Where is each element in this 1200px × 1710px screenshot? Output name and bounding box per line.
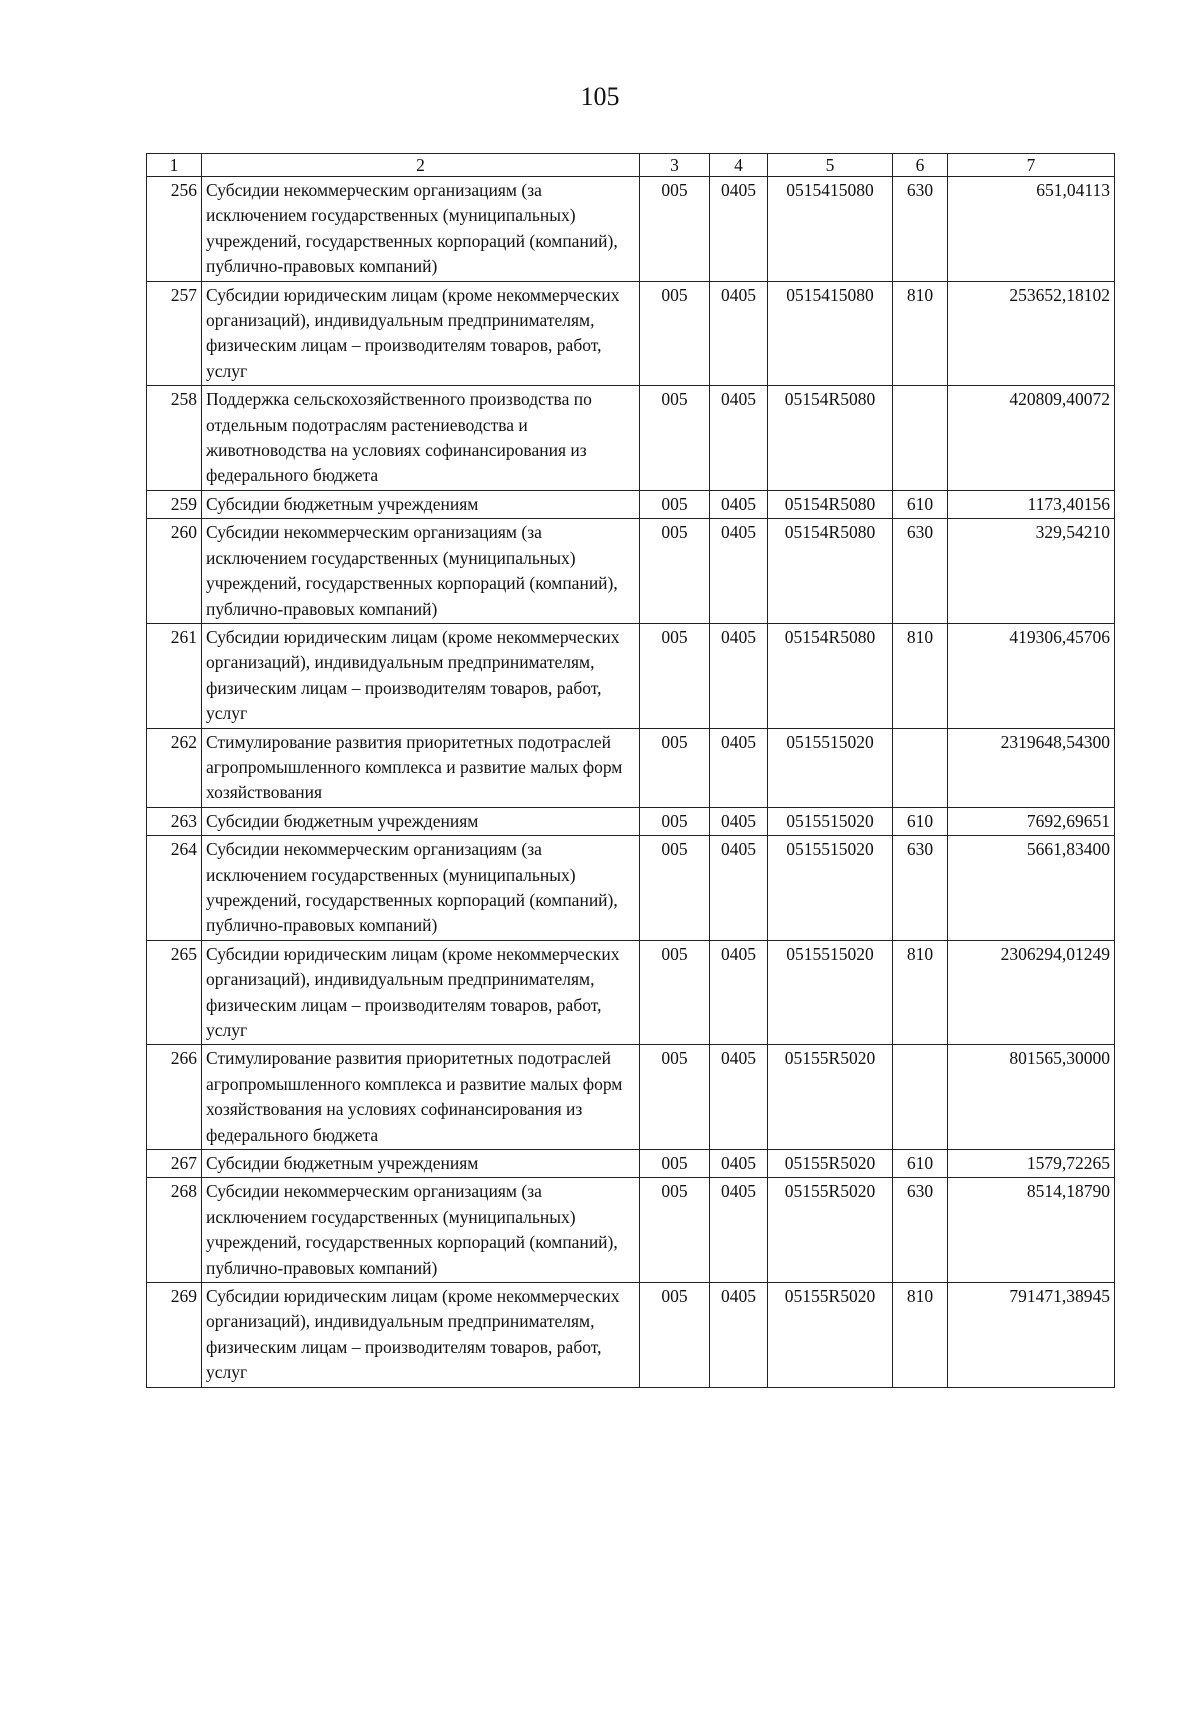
row-name: Субсидии юридическим лицам (кроме некоммерческих организаций), индивидуальным предпринимателям, физическим лицам – производителям товаров, работ, услуг: [202, 281, 640, 386]
row-amount: 253652,18102: [948, 281, 1115, 386]
row-name: Субсидии некоммерческим организациям (за исключением государственных (муниципальных) учреждений, государственных корпораций (компаний), публично-правовых компаний): [202, 519, 640, 624]
header-col-1: 1: [147, 154, 202, 177]
budget-table: [146, 153, 1115, 1388]
row-name: Субсидии юридическим лицам (кроме некоммерческих организаций), индивидуальным предпринимателям, физическим лицам – производителям товаров, работ, услуг: [202, 623, 640, 728]
row-name: Субсидии некоммерческим организациям (за исключением государственных (муниципальных) учреждений, государственных корпораций (компаний), публично-правовых компаний): [202, 177, 640, 282]
row-name: Субсидии бюджетным учреждениям: [202, 807, 640, 835]
row-col-6: 610: [893, 490, 948, 518]
row-amount: 5661,83400: [948, 836, 1115, 941]
row-amount: 329,54210: [948, 519, 1115, 624]
row-name: Поддержка сельскохозяйственного производства по отдельным подотраслям растениеводства и животноводства на условиях софинансирования из федерального бюджета: [202, 386, 640, 491]
row-col-3: 005: [640, 519, 710, 624]
row-number: 268: [147, 1178, 202, 1283]
table-row: [147, 281, 1115, 386]
table-row: [147, 519, 1115, 624]
row-col-6: [893, 386, 948, 491]
row-col-5: 0515515020: [768, 940, 893, 1045]
row-col-6: 610: [893, 807, 948, 835]
header-col-3: 3: [640, 154, 710, 177]
row-amount: 2306294,01249: [948, 940, 1115, 1045]
row-amount: 8514,18790: [948, 1178, 1115, 1283]
row-col-6: 630: [893, 1178, 948, 1283]
row-col-6: 630: [893, 519, 948, 624]
row-amount: 651,04113: [948, 177, 1115, 282]
row-col-4: 0405: [710, 807, 768, 835]
row-name: Субсидии некоммерческим организациям (за исключением государственных (муниципальных) учреждений, государственных корпораций (компаний), публично-правовых компаний): [202, 1178, 640, 1283]
row-amount: 791471,38945: [948, 1283, 1115, 1388]
row-col-4: 0405: [710, 728, 768, 807]
row-name: Субсидии бюджетным учреждениям: [202, 490, 640, 518]
row-col-3: 005: [640, 490, 710, 518]
row-number: 267: [147, 1150, 202, 1178]
row-col-5: 05155R5020: [768, 1150, 893, 1178]
row-col-6: [893, 728, 948, 807]
row-col-6: 810: [893, 281, 948, 386]
row-col-4: 0405: [710, 1150, 768, 1178]
row-col-3: 005: [640, 940, 710, 1045]
row-col-3: 005: [640, 728, 710, 807]
header-col-6: 6: [893, 154, 948, 177]
row-col-5: 0515415080: [768, 281, 893, 386]
row-amount: 2319648,54300: [948, 728, 1115, 807]
row-number: 259: [147, 490, 202, 518]
header-col-2: 2: [202, 154, 640, 177]
row-col-5: 0515415080: [768, 177, 893, 282]
row-col-4: 0405: [710, 177, 768, 282]
row-col-5: 05154R5080: [768, 490, 893, 518]
row-col-3: 005: [640, 281, 710, 386]
header-col-7: 7: [948, 154, 1115, 177]
row-col-5: 0515515020: [768, 728, 893, 807]
row-col-5: 05155R5020: [768, 1283, 893, 1388]
row-number: 262: [147, 728, 202, 807]
header-col-5: 5: [768, 154, 893, 177]
row-number: 261: [147, 623, 202, 728]
row-col-6: 810: [893, 940, 948, 1045]
row-col-5: 0515515020: [768, 807, 893, 835]
row-number: 265: [147, 940, 202, 1045]
row-col-4: 0405: [710, 386, 768, 491]
row-number: 260: [147, 519, 202, 624]
row-col-5: 0515515020: [768, 836, 893, 941]
row-col-5: 05154R5080: [768, 623, 893, 728]
row-name: Субсидии юридическим лицам (кроме некоммерческих организаций), индивидуальным предпринимателям, физическим лицам – производителям товаров, работ, услуг: [202, 940, 640, 1045]
row-col-6: [893, 1045, 948, 1150]
row-col-5: 05154R5080: [768, 386, 893, 491]
row-col-3: 005: [640, 807, 710, 835]
table-row: [147, 1178, 1115, 1283]
row-number: 258: [147, 386, 202, 491]
row-col-4: 0405: [710, 1178, 768, 1283]
table-row: [147, 1045, 1115, 1150]
table-row: [147, 623, 1115, 728]
row-number: 266: [147, 1045, 202, 1150]
row-col-4: 0405: [710, 281, 768, 386]
row-name: Стимулирование развития приоритетных подотраслей агропромышленного комплекса и развитие малых форм хозяйствования на условиях софинансирования из федерального бюджета: [202, 1045, 640, 1150]
row-col-4: 0405: [710, 940, 768, 1045]
row-col-6: 630: [893, 177, 948, 282]
header-row: [147, 154, 1115, 177]
page-number: 105: [580, 82, 620, 111]
table-row: [147, 490, 1115, 518]
row-col-4: 0405: [710, 623, 768, 728]
row-amount: 1579,72265: [948, 1150, 1115, 1178]
table-row: [147, 807, 1115, 835]
row-col-3: 005: [640, 177, 710, 282]
row-name: Субсидии некоммерческим организациям (за исключением государственных (муниципальных) учреждений, государственных корпораций (компаний), публично-правовых компаний): [202, 836, 640, 941]
row-amount: 7692,69651: [948, 807, 1115, 835]
row-col-4: 0405: [710, 1283, 768, 1388]
row-col-3: 005: [640, 623, 710, 728]
row-name: Субсидии бюджетным учреждениям: [202, 1150, 640, 1178]
row-name: Стимулирование развития приоритетных подотраслей агропромышленного комплекса и развитие малых форм хозяйствования: [202, 728, 640, 807]
table-row: [147, 1283, 1115, 1388]
row-col-4: 0405: [710, 519, 768, 624]
row-col-6: 610: [893, 1150, 948, 1178]
row-number: 256: [147, 177, 202, 282]
row-col-3: 005: [640, 836, 710, 941]
row-col-4: 0405: [710, 1045, 768, 1150]
row-col-4: 0405: [710, 490, 768, 518]
table-row: [147, 1150, 1115, 1178]
row-col-5: 05155R5020: [768, 1045, 893, 1150]
row-col-4: 0405: [710, 836, 768, 941]
row-col-6: 630: [893, 836, 948, 941]
row-amount: 419306,45706: [948, 623, 1115, 728]
row-number: 257: [147, 281, 202, 386]
row-amount: 801565,30000: [948, 1045, 1115, 1150]
row-col-3: 005: [640, 1283, 710, 1388]
row-col-3: 005: [640, 386, 710, 491]
table-row: [147, 728, 1115, 807]
row-number: 264: [147, 836, 202, 941]
row-amount: 420809,40072: [948, 386, 1115, 491]
table-row: [147, 386, 1115, 491]
row-col-3: 005: [640, 1150, 710, 1178]
row-number: 263: [147, 807, 202, 835]
row-amount: 1173,40156: [948, 490, 1115, 518]
header-col-4: 4: [710, 154, 768, 177]
row-number: 269: [147, 1283, 202, 1388]
row-col-6: 810: [893, 623, 948, 728]
table-row: [147, 940, 1115, 1045]
row-col-5: 05154R5080: [768, 519, 893, 624]
row-col-3: 005: [640, 1178, 710, 1283]
row-col-6: 810: [893, 1283, 948, 1388]
row-col-5: 05155R5020: [768, 1178, 893, 1283]
row-col-3: 005: [640, 1045, 710, 1150]
table-row: [147, 836, 1115, 941]
row-name: Субсидии юридическим лицам (кроме некоммерческих организаций), индивидуальным предпринимателям, физическим лицам – производителям товаров, работ, услуг: [202, 1283, 640, 1388]
table-row: [147, 177, 1115, 282]
